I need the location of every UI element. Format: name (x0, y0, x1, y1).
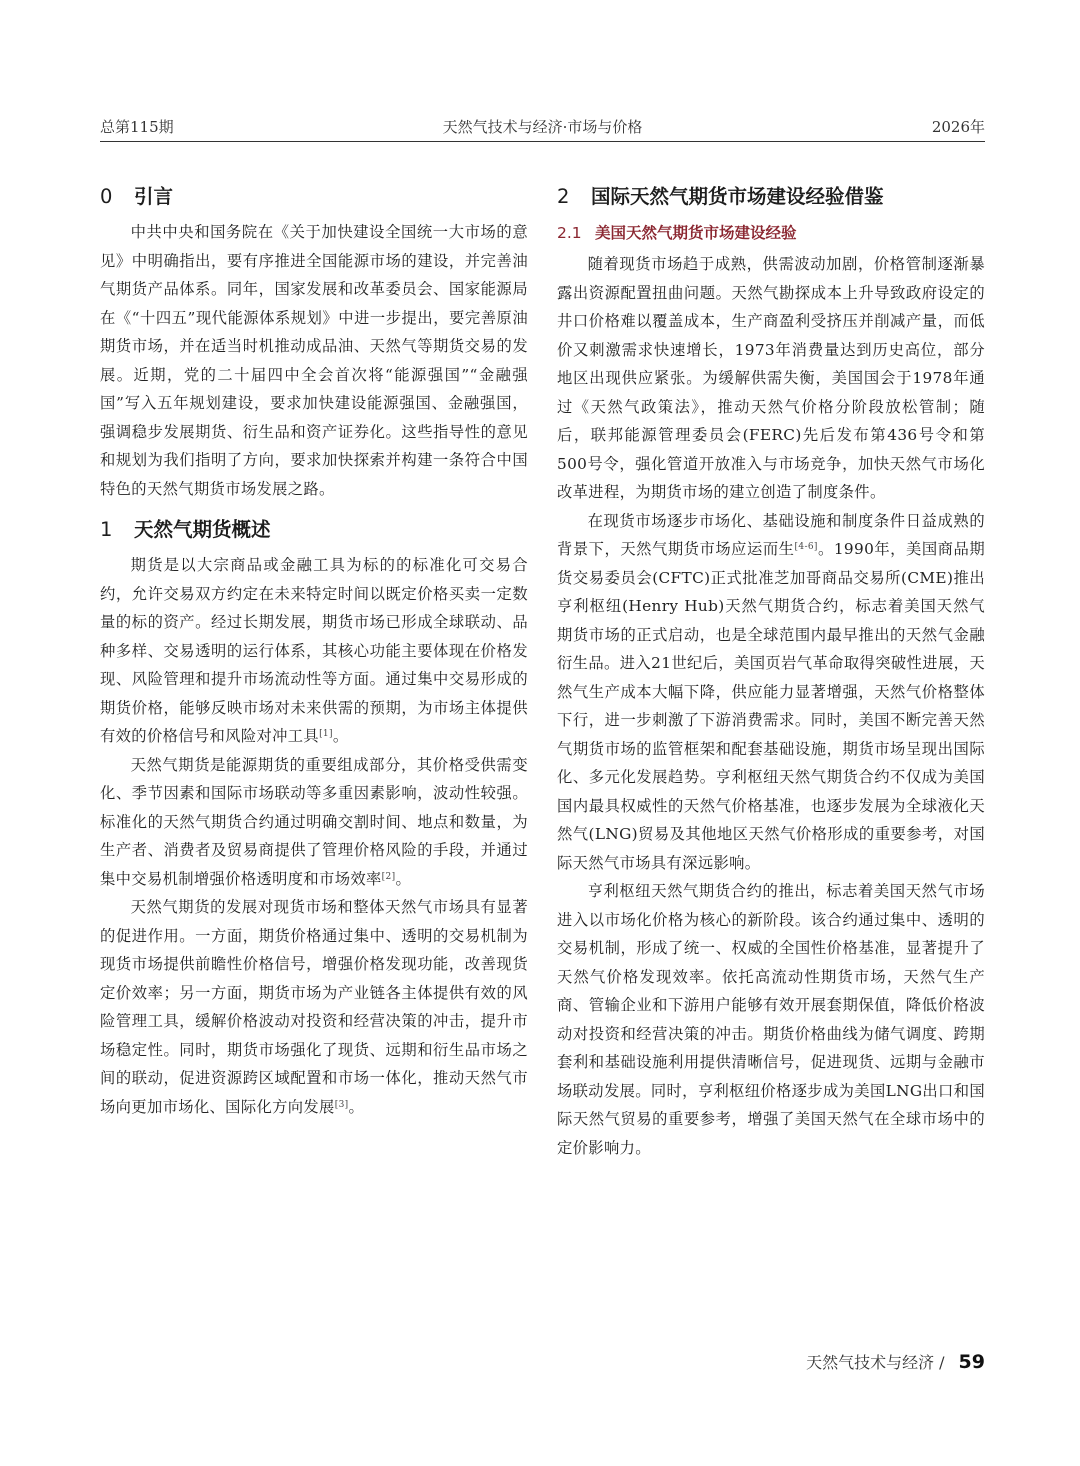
subsection-title: 美国天然气期货市场建设经验 (595, 224, 797, 242)
page-number: 59 (958, 1350, 985, 1373)
right-column (557, 180, 985, 1162)
body-paragraph: 期货是以大宗商品或金融工具为标的的标准化可交易合约，允许交易双方约定在未来特定时间以既定价格买卖一定数量的标的资产。经过长期发展，期货市场已形成全球联动、品种多样、交易透明的运行体系，其核心功能主要体现在价格发现、风险管理和提升市场流动性等方面。通过集中交易形成的期货价格，能够反映市场对未来供需的预期，为市场主体提供有效的价格信号和风险对冲工具[1]。 (100, 556, 528, 745)
header-rule (100, 141, 985, 142)
citation: [1] (319, 729, 333, 739)
issue-number: 总第115期 (100, 118, 174, 136)
body-paragraph: 天然气期货是能源期货的重要组成部分，其价格受供需变化、季节因素和国际市场联动等多重因素影响，波动性较强。标准化的天然气期货合约通过明确交割时间、地点和数量，为生产者、消费者及贸易商提供了管理价格风险的手段，并通过集中交易机制增强价格透明度和市场效率[2]。 (100, 755, 528, 888)
body-paragraph: 亨利枢纽天然气期货合约的推出，标志着美国天然气市场进入以市场化价格为核心的新阶段。该合约通过集中、透明的交易机制，形成了统一、权威的全国性价格基准，显著提升了天然气价格发现效率。依托高流动性期货市场，天然气生产商、管输企业和下游用户能够有效开展套期保值，降低价格波动对投资和经营决策的冲击。期货价格曲线为储气调度、跨期套利和基础设施利用提供清晰信号，促进现货、远期与金融市场联动发展。同时，亨利枢纽价格逐步成为美国LNG出口和国际天然气贸易的重要参考，增强了美国天然气在全球市场中的定价影响力。 (557, 882, 985, 1157)
section-title: 国际天然气期货市场建设经验借鉴 (591, 185, 884, 208)
subsection-number: 2.1 (557, 224, 582, 242)
intro-paragraph: 中共中央和国务院在《关于加快建设全国统一大市场的意见》中明确指出，要有序推进全国能源市场的建设，并完善油气期货产品体系。同年，国家发展和改革委员会、国家能源局在《“十四五”现代能源体系规划》中进一步提出，要完善原油期货市场，并在适当时机推动成品油、天然气等期货交易的发展。近期，党的二十届四中全会首次将“能源强国”“金融强国”写入五年规划建设，要求加快建设能源强国、金融强国，强调稳步发展期货、衍生品和资产证券化。这些指导性的意见和规划为我们指明了方向，要求加快探索并构建一条符合中国特色的天然气期货市场发展之路。 (100, 223, 528, 498)
running-header (100, 116, 985, 138)
citation: [2] (381, 871, 396, 882)
section-0-heading (100, 180, 528, 214)
left-column (100, 180, 528, 1121)
subsection-2-1-heading (557, 218, 985, 248)
section-title: 天然气期货概述 (134, 518, 271, 541)
body-paragraph: 在现货市场逐步市场化、基础设施和制度条件日益成熟的背景下，天然气期货市场应运而生[4-6]。1990年，美国商品期货交易委员会(CFTC)正式批准芝加哥商品交易所(CME)推出亨利枢纽(Henry Hub)天然气期货合约，标志着美国天然气期货市场的正式启动，也是全球范围内最早推出的天然气金融衍生品。进入21世纪后，美国页岩气革命取得突破性进展，天然气生产成本大幅下降，供应能力显著增强，天然气价格整体下行，进一步刺激了下游消费需求。同时，美国不断完善天然气期货市场的监管框架和配套基础设施，期货市场呈现出国际化、多元化发展趋势。亨利枢纽天然气期货合约不仅成为美国国内最具权威性的天然气价格基准，也逐步发展为全球液化天然气(LNG)贸易及其他地区天然气价格形成的重要参考，对国际天然气市场具有深远影响。 (557, 511, 985, 872)
journal-section-title: 天然气技术与经济·市场与价格 (442, 118, 643, 136)
section-1-heading (100, 513, 528, 547)
footer-journal-name: 天然气技术与经济 / (806, 1353, 945, 1372)
citation: [4-6] (794, 542, 818, 552)
section-number: 0 (100, 185, 113, 208)
issue-year: 2026年 (931, 118, 985, 136)
citation: [3] (334, 1099, 349, 1110)
section-title: 引言 (134, 185, 174, 208)
body-paragraph: 随着现货市场趋于成熟，供需波动加剧，价格管制逐渐暴露出资源配置扭曲问题。天然气勘探成本上升导致政府设定的井口价格难以覆盖成本，生产商盈利受挤压并削减产量，而低价又刺激需求快速增长，1973年消费量达到历史高位，部分地区出现供应紧张。为缓解供需失衡，美国国会于1978年通过《天然气政策法》，推动天然气价格分阶段放松管制；随后，联邦能源管理委员会(FERC)先后发布第436号令和第500号令，强化管道开放准入与市场竞争，加快天然气市场化改革进程，为期货市场的建立创造了制度条件。 (557, 255, 985, 501)
section-2-heading (557, 180, 985, 214)
page-footer (806, 1350, 985, 1378)
section-number: 1 (100, 518, 113, 541)
body-paragraph: 天然气期货的发展对现货市场和整体天然气市场具有显著的促进作用。一方面，期货价格通过集中、透明的交易机制为现货市场提供前瞻性价格信号，增强价格发现功能，改善现货定价效率；另一方面，期货市场为产业链各主体提供有效的风险管理工具，缓解价格波动对投资和经营决策的冲击，提升市场稳定性。同时，期货市场强化了现货、远期和衍生品市场之间的联动，促进资源跨区域配置和市场一体化，推动天然气市场向更加市场化、国际化方向发展[3]。 (100, 898, 528, 1116)
section-number: 2 (557, 185, 570, 208)
